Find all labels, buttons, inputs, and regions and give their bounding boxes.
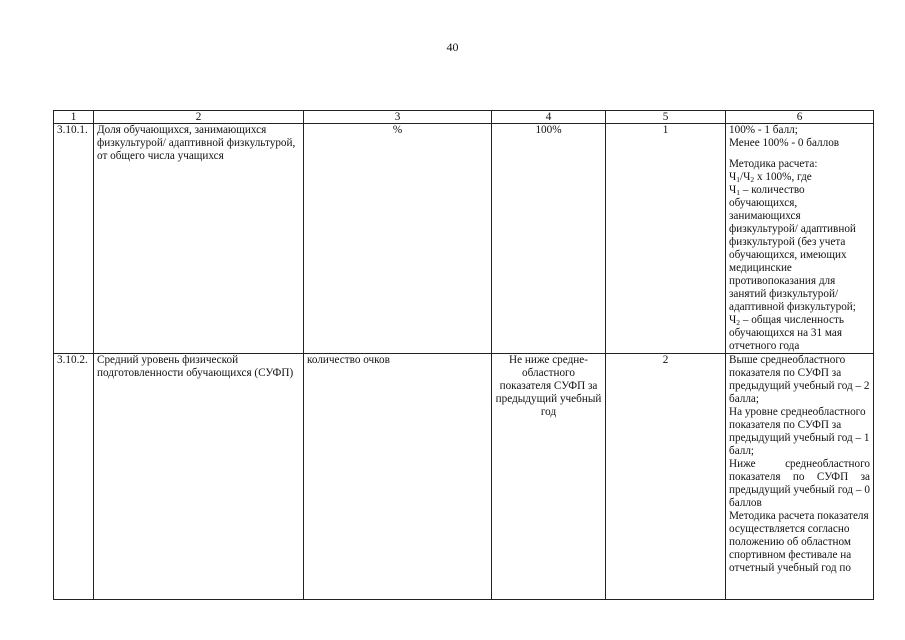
table-row: [54, 354, 874, 600]
criteria-paragraph: Ниже среднеобластного показателя по СУФП за предыдущий учебный год – 0 баллов: [729, 458, 870, 509]
definition-1: $Ч_1$ – количество обучающихся, занимающихся физкультурой/ адаптивной физкультурой (без учета обучающихся, имеющих медицинские противопоказания для занятий физкультурой/ адаптивной физкультурой;: [729, 184, 856, 313]
score-cell: 2: [606, 354, 726, 600]
unit-cell: количество очков: [304, 354, 492, 600]
method-paragraph: Методика расчета показателя осуществляется согласно положению об областном спортивном фестивале на отчетный учебный год по: [729, 510, 869, 574]
indicator-cell: Доля обучающихся, занимающихся физкультурой/ адаптивной физкультурой, от общего числа учащихся: [94, 124, 304, 354]
target-cell: 100%: [492, 124, 606, 354]
header-cell-4: 4: [492, 111, 606, 124]
criteria-cell: [726, 354, 874, 600]
criteria-cell: [726, 124, 874, 354]
criteria-paragraph: На уровне среднеобластного показателя по СУФП за предыдущий учебный год – 1 балл;: [729, 406, 870, 457]
criteria-line: Менее 100% - 0 баллов: [729, 137, 840, 149]
formula: $Ч_1/Ч_2$ х 100%, где: [729, 171, 812, 184]
header-cell-6: 6: [726, 111, 874, 124]
indicator-cell: Средний уровень физической подготовленности обучающихся (СУФП): [94, 354, 304, 600]
header-cell-5: 5: [606, 111, 726, 124]
criteria-paragraph: Выше среднеобластного показателя по СУФП за предыдущий учебный год – 2 балла;: [729, 354, 870, 405]
method-title: Методика расчета:: [729, 158, 818, 170]
target-cell: Не ниже средне-областного показателя СУФП за предыдущий учебный год: [492, 354, 606, 600]
header-cell-2: 2: [94, 111, 304, 124]
definition-2: $Ч_2$ – общая численность обучающихся на 31 мая отчетного года: [729, 314, 844, 352]
row-number: 3.10.1.: [54, 124, 94, 354]
table-row: [54, 124, 874, 354]
criteria-line: 100% - 1 балл;: [729, 124, 798, 136]
unit-cell: %: [304, 124, 492, 354]
criteria-table: [53, 110, 874, 600]
page-number: 40: [446, 40, 459, 54]
row-number: 3.10.2.: [54, 354, 94, 600]
header-cell-1: 1: [54, 111, 94, 124]
score-cell: 1: [606, 124, 726, 354]
header-row: [54, 111, 874, 124]
header-cell-3: 3: [304, 111, 492, 124]
